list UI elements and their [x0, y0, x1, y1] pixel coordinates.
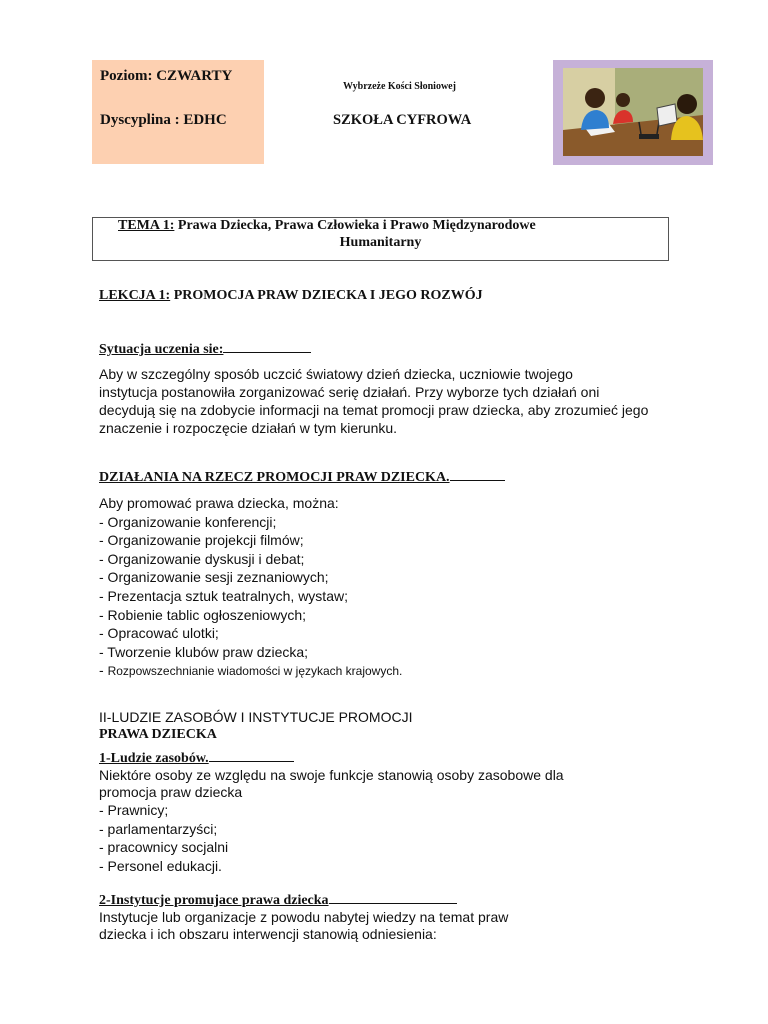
list-item: - Organizowanie konferencji;: [99, 513, 277, 530]
theme-title-line2: Humanitarny: [339, 235, 422, 250]
paragraph-line: decydują się na zdobycie informacji na temat promocji praw dziecka, aby zrozumieć jego: [99, 402, 649, 418]
theme-title: Prawa Dziecka, Prawa Człowieka i Prawo Międzynarodowe: [174, 218, 536, 233]
paragraph-line: promocja praw dziecka: [99, 784, 243, 800]
fill-line: [209, 760, 294, 762]
lesson-title-text: PROMOCJA PRAW DZIECKA I JEGO ROZWÓJ: [170, 288, 483, 303]
country-label: Wybrzeże Kości Słoniowej: [343, 81, 456, 92]
section2-title-line2: PRAWA DZIECKA: [99, 727, 217, 742]
lesson-label: LEKCJA 1:: [99, 288, 171, 303]
situation-heading: [99, 342, 311, 358]
people-heading-text: 1-Ludzie zasobów.: [99, 751, 209, 766]
list-item: - Prawnicy;: [99, 802, 169, 818]
paragraph-line: dziecka i ich obszaru interwencji stanowią odniesienia:: [99, 926, 437, 942]
paragraph-line: znaczenie i rozpoczęcie działań w tym kierunku.: [99, 420, 398, 436]
list-item: - Personel edukacji.: [99, 857, 222, 874]
actions-heading: [99, 470, 505, 486]
situation-heading-text: Sytuacja uczenia sie:: [99, 342, 224, 357]
theme-title-line1: [118, 218, 536, 234]
list-item: - Organizowanie sesji zeznaniowych;: [99, 569, 329, 586]
institutions-body: [99, 909, 508, 943]
discipline-label: Dyscyplina : EDHC: [100, 112, 227, 128]
people-heading: [99, 751, 294, 767]
list-item: - Prezentacja sztuk teatralnych, wystaw;: [99, 587, 348, 604]
list-item: - Opracować ulotki;: [99, 625, 219, 642]
paragraph-line: Niektóre osoby ze względu na swoje funkcje stanowią osoby zasobowe dla: [99, 767, 564, 783]
fill-line: [450, 479, 505, 481]
situation-paragraph: [99, 365, 648, 437]
list-item: - Tworzenie klubów praw dziecka;: [99, 643, 309, 660]
actions-intro: Aby promować prawa dziecka, można:: [99, 495, 339, 511]
section2-title-line1: II-LUDZIE ZASOBÓW I INSTYTUCJE PROMOCJI: [99, 709, 413, 725]
institutions-heading-text: 2-Instytucje promujace prawa dziecka: [99, 893, 329, 908]
children-with-computers-image: [553, 60, 713, 165]
paragraph-line: instytucja postanowiła zorganizować serię działań. Przy wyborze tych działań oni: [99, 384, 600, 400]
fill-line: [329, 902, 457, 904]
school-label: SZKOŁA CYFROWA: [333, 112, 472, 128]
classroom-illustration: [553, 60, 713, 165]
actions-heading-text: DZIAŁANIA NA RZECZ PROMOCJI PRAW DZIECKA.: [99, 470, 450, 485]
theme-box: [92, 217, 669, 261]
list-item-dash: -: [99, 662, 108, 679]
lesson-title: [99, 288, 483, 304]
list-item: - Robienie tablic ogłoszeniowych;: [99, 606, 306, 623]
list-item: - Organizowanie dyskusji i debat;: [99, 550, 305, 567]
paragraph-line: Aby w szczególny sposób uczcić światowy dzień dziecka, uczniowie twojego: [99, 366, 573, 382]
list-item: - parlamentarzyści;: [99, 820, 218, 837]
list-item: - Organizowanie projekcji filmów;: [99, 532, 304, 549]
list-item: - pracownicy socjalni: [99, 839, 229, 856]
level-label: Poziom: CZWARTY: [100, 68, 233, 84]
actions-list: [99, 494, 402, 681]
fill-line: [223, 351, 311, 353]
section2-title: [99, 708, 412, 744]
people-body: [99, 767, 564, 875]
header-info-box: [92, 60, 264, 164]
institutions-heading: [99, 893, 457, 909]
theme-label: TEMA 1:: [118, 218, 175, 233]
list-item-last: [99, 661, 402, 681]
paragraph-line: Instytucje lub organizacje z powodu nabytej wiedzy na temat praw: [99, 909, 509, 925]
list-item-text: Rozpowszechnianie wiadomości w językach krajowych.: [107, 664, 403, 679]
